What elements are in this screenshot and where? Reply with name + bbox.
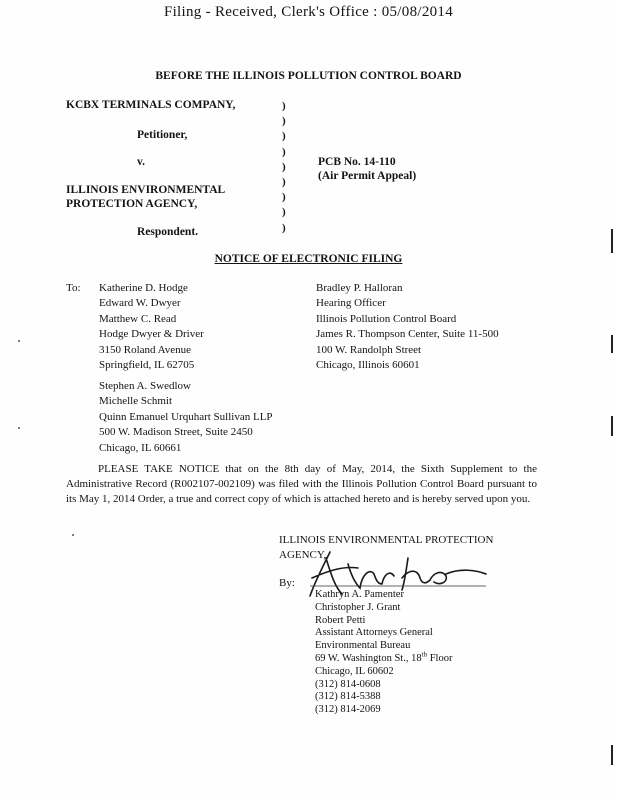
recipient-line: 500 W. Madison Street, Suite 2450 (99, 426, 253, 439)
recipient-line: Bradley P. Halloran (316, 282, 403, 294)
signatory-line: Chicago, IL 60602 (315, 665, 394, 677)
respondent-name-line1: ILLINOIS ENVIRONMENTAL (66, 184, 226, 196)
scan-margin-mark (611, 416, 613, 436)
recipient-block-right (316, 281, 499, 373)
scan-margin-mark (611, 335, 613, 353)
signatory-line: Kathryn A. Pamenter (315, 589, 404, 600)
signatory-phone: (312) 814-5388 (315, 691, 381, 703)
versus-label: v. (137, 156, 145, 168)
signatory-address-street: 69 W. Washington St., 18th Floor (315, 650, 453, 664)
petitioner-role: Petitioner, (137, 129, 188, 141)
recipient-line: Katherine D. Hodge (99, 282, 188, 294)
agency-name-line2: AGENCY, (279, 549, 327, 561)
filing-stamp-header: Filing - Received, Clerk's Office : 05/08/2014 (163, 4, 454, 20)
agency-name-line1: ILLINOIS ENVIRONMENTAL PROTECTION (279, 534, 494, 546)
signatory-line: Robert Petti (315, 614, 366, 626)
recipient-line: Stephen A. Swedlow (99, 380, 191, 392)
notice-body-text: PLEASE TAKE NOTICE that on the 8th day of May, 2014, the Sixth Supplement to the Administrative Record (R002107-002109) was filed with the Illinois Pollution Control Board pursuant to its May 1, 2014 Order, a true and correct copy of which is attached hereto and is hereby served upon you. (66, 463, 537, 506)
scan-margin-mark (611, 745, 613, 765)
signatory-line: Christopher J. Grant (315, 601, 401, 613)
scan-speck (72, 534, 74, 536)
recipient-line: Michelle Schmit (99, 395, 173, 408)
board-title: BEFORE THE ILLINOIS POLLUTION CONTROL BOARD (155, 70, 462, 82)
signatory-line: Assistant Attorneys General (315, 627, 433, 639)
recipient-line: Chicago, Illinois 60601 (316, 359, 420, 372)
recipient-line: Hearing Officer (316, 297, 386, 310)
notice-body-paragraph (66, 462, 537, 508)
by-label: By: (279, 577, 295, 589)
case-number: PCB No. 14-110 (318, 156, 396, 168)
scan-speck (18, 427, 20, 429)
recipient-line: James R. Thompson Center, Suite 11-500 (316, 328, 499, 341)
scan-margin-mark (611, 229, 613, 253)
signature-block (315, 589, 452, 717)
petitioner-name: KCBX TERMINALS COMPANY, (66, 99, 236, 111)
signatory-phone: (312) 814-0608 (315, 678, 381, 690)
caption-parentheses: ) ) ) ) ) ) ) ) ) (282, 100, 286, 234)
recipient-line: Matthew C. Read (99, 312, 177, 325)
signatory-line: Environmental Bureau (315, 640, 411, 652)
to-label: To: (66, 282, 81, 294)
respondent-name-line2: PROTECTION AGENCY, (66, 198, 198, 210)
recipient-block-left (99, 281, 204, 373)
scan-speck (18, 340, 20, 342)
recipient-line: Illinois Pollution Control Board (316, 312, 457, 325)
recipient-line: Hodge Dwyer & Driver (99, 328, 204, 341)
recipient-line: Springfield, IL 62705 (99, 359, 195, 372)
recipient-line: Chicago, IL 60661 (99, 441, 182, 454)
signatory-phone: (312) 814-2069 (315, 704, 381, 716)
recipient-line: Quinn Emanuel Urquhart Sullivan LLP (99, 410, 273, 423)
recipient-line: 3150 Roland Avenue (99, 343, 192, 356)
case-type: (Air Permit Appeal) (318, 170, 417, 182)
notice-title: NOTICE OF ELECTRONIC FILING (214, 253, 403, 265)
respondent-role: Respondent. (137, 226, 199, 238)
recipient-block-second (99, 379, 273, 456)
recipient-line: Edward W. Dwyer (99, 297, 181, 310)
recipient-line: 100 W. Randolph Street (316, 343, 422, 356)
